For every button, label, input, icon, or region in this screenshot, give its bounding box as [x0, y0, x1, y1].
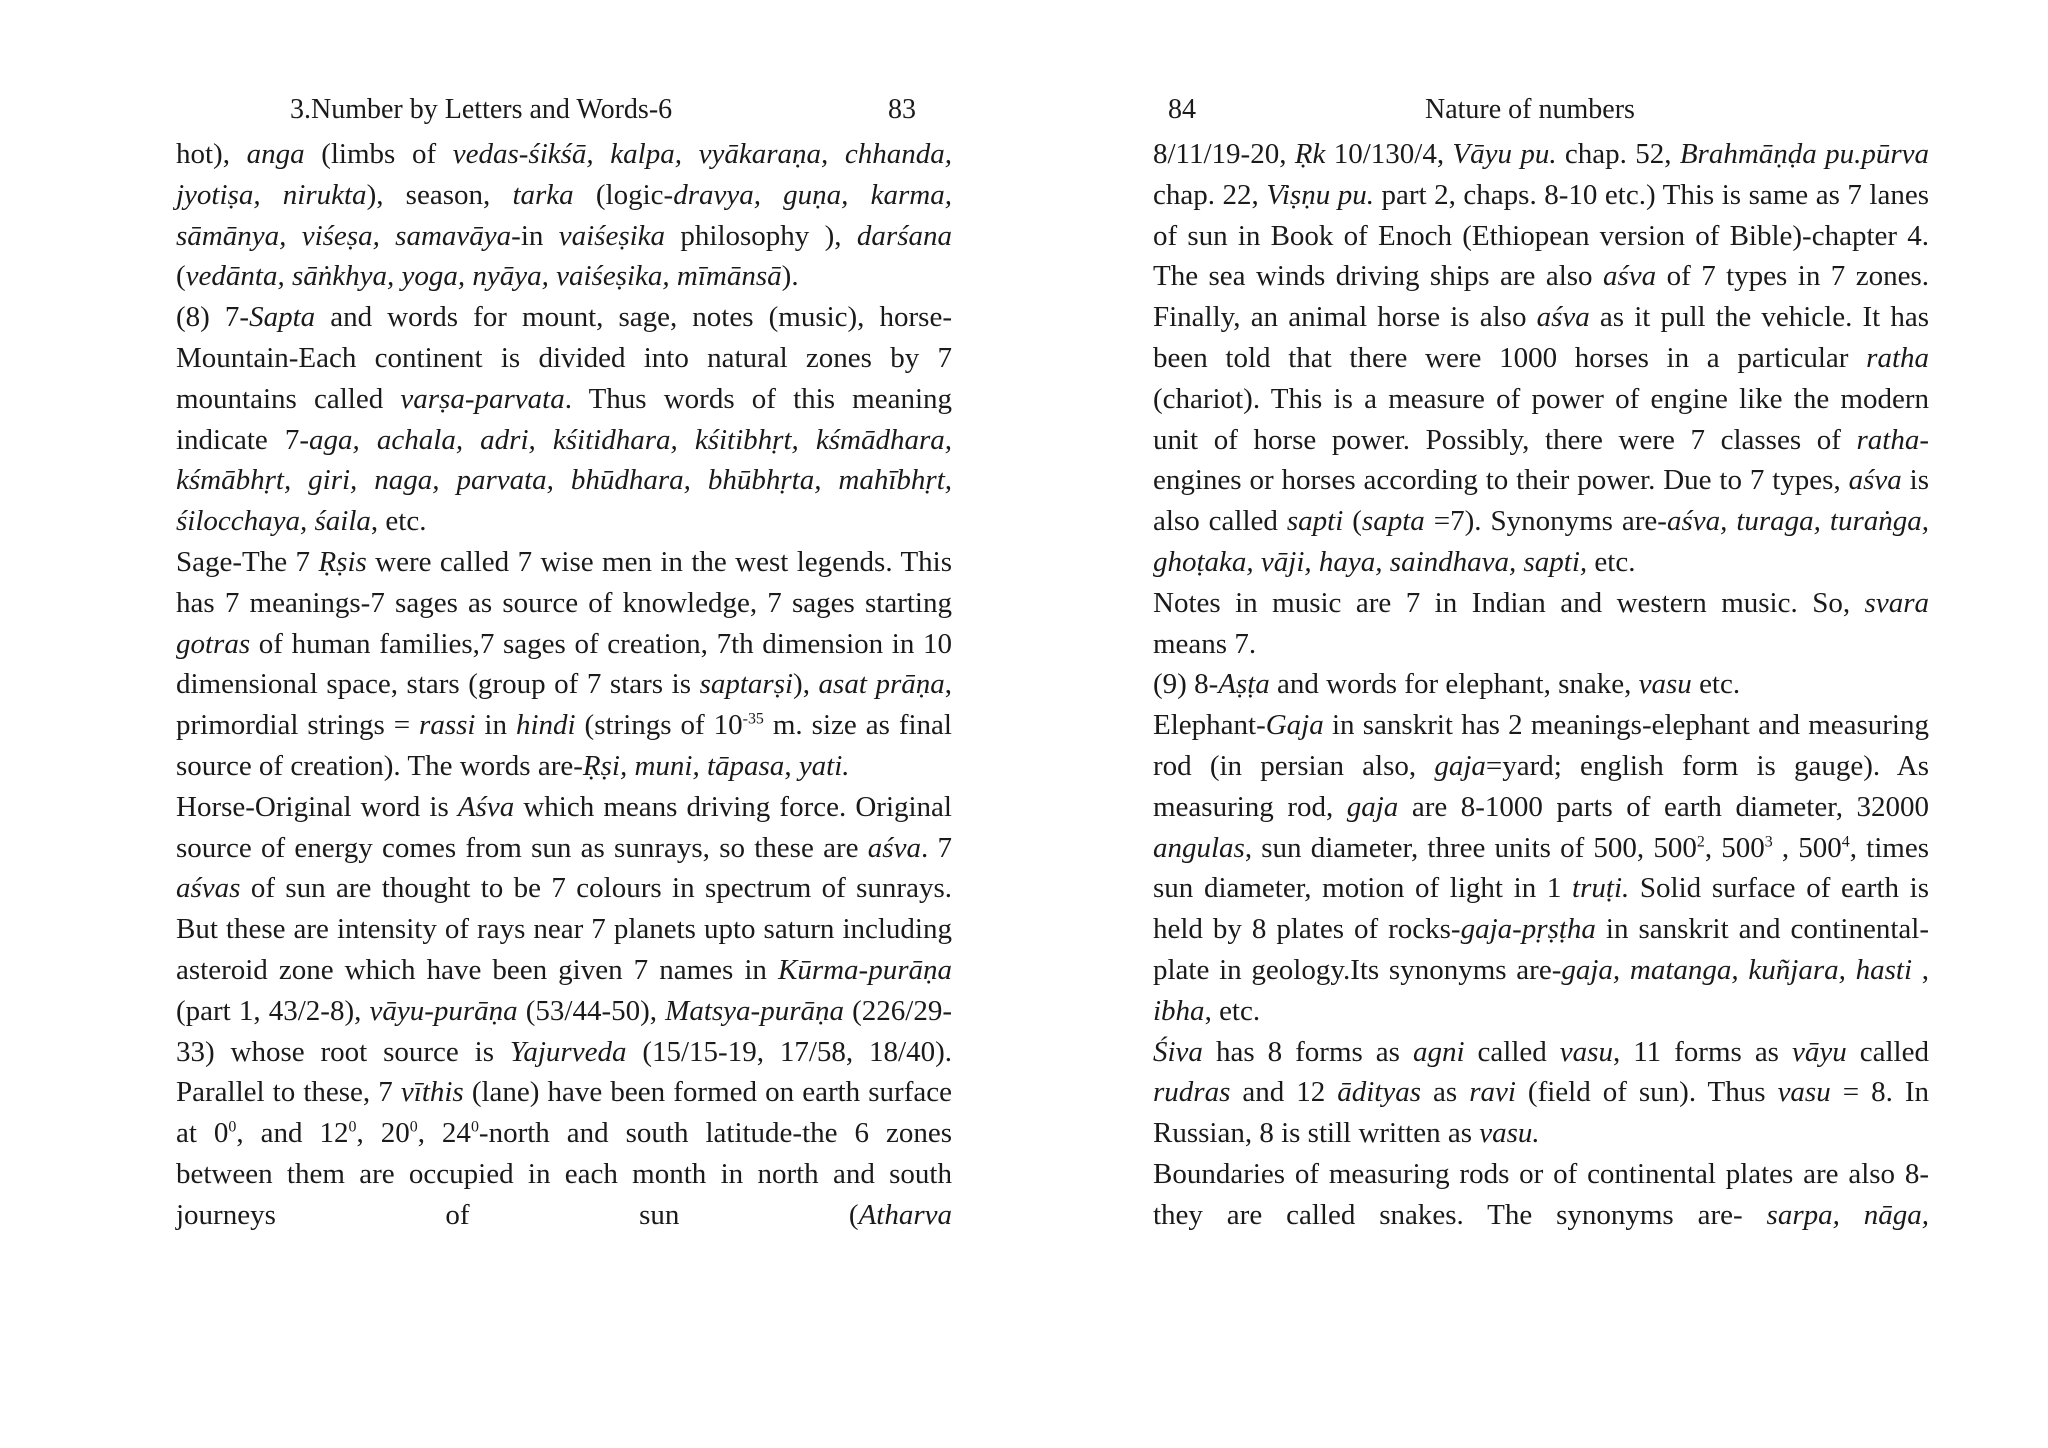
text-run: in sanskrit has 2 meanings-elephant and measuring rod (in persian also, — [1153, 709, 1929, 782]
right-page — [1153, 88, 1929, 1236]
italic-term: vedānta, sāṅkhya, yoga, nyāya, vaiśeṣika, mīmānsā — [185, 260, 782, 293]
italic-term: Śiva — [1153, 1035, 1203, 1068]
page-number: 84 — [1168, 94, 1196, 125]
italic-term: Sapta — [249, 301, 316, 334]
italic-term: vīthis — [400, 1076, 464, 1109]
italic-term: varṣa-parvata — [400, 382, 565, 415]
italic-term: yati. — [798, 749, 850, 782]
superscript: 2 — [1696, 832, 1705, 850]
text-run: philosophy ), — [665, 219, 857, 252]
text-run: ). — [781, 260, 799, 293]
text-run: (226/29-33) whose root source is — [176, 994, 952, 1068]
superscript: -35 — [742, 710, 764, 728]
text-run: , — [1912, 953, 1930, 986]
italic-term: vasu. — [1479, 1117, 1540, 1150]
text-run: called — [1846, 1035, 1929, 1068]
text-run: (9) 8- — [1153, 668, 1219, 701]
italic-term: Ṛk — [1294, 138, 1326, 170]
italic-term: Viṣṇu pu. — [1266, 178, 1374, 211]
text-run: (limbs of — [304, 138, 453, 170]
paragraph — [176, 787, 952, 1236]
italic-term: vāyu — [1791, 1035, 1847, 1068]
italic-term: vasu — [1777, 1076, 1831, 1109]
text-run: were called 7 wise men in the west legends. This has 7 meanings-7 sages as source of knowledge, 7 sages starting — [176, 545, 953, 619]
italic-term: aśva, turaga, turaṅga, ghoṭaka, vāji, haya, saindhava, sapti, — [1153, 505, 1929, 578]
italic-term: ratha — [1866, 341, 1929, 374]
paragraph — [176, 542, 952, 787]
superscript: 3 — [1764, 832, 1773, 850]
text-run: , times sun diameter, motion of light in 1 — [1153, 831, 1930, 905]
italic-term: Gaja — [1265, 709, 1324, 742]
italic-term: gotras — [176, 627, 251, 660]
superscript: 0 — [409, 1118, 418, 1136]
left-page-header — [176, 88, 952, 134]
text-run: part 2, chaps. 8-10 etc.) This is same as 7 lanes of sun in Book of Enoch (Ethiopean version of Bible)-chapter 4. The sea winds driving ships are also — [1153, 178, 1930, 293]
text-run: (chariot). This is a measure of power of engine like the modern unit of horse power. Possibly, there were 7 classes of — [1153, 382, 1929, 456]
text-run: . 7 — [920, 831, 952, 864]
italic-term: sarpa, nāga, — [1766, 1198, 1929, 1231]
text-run: , sun diameter, three units of 500, 500 — [1244, 831, 1697, 864]
italic-term: sapti — [1286, 505, 1344, 538]
italic-term: vaiśeṣika — [558, 219, 666, 252]
text-run: , etc. — [1204, 994, 1261, 1027]
text-run: -engines or horses according to their power. Due to 7 types, — [1153, 423, 1929, 497]
paragraph — [176, 134, 952, 297]
italic-term: truṭi. — [1572, 872, 1630, 905]
italic-term: angulas — [1153, 831, 1245, 864]
italic-term: rassi — [419, 709, 476, 742]
text-run: of 7 types in 7 zones. Finally, an animal horse is also — [1153, 260, 1929, 334]
text-run: hot), — [176, 138, 247, 170]
text-run: of sun are thought to be 7 colours in spectrum of sunrays. But these are intensity of rays near 7 planets upto saturn including asteroid zone which have been given 7 names in — [176, 872, 952, 986]
text-run: -in — [511, 219, 559, 252]
italic-term: aśvas — [176, 872, 241, 905]
text-run: in — [475, 709, 516, 742]
italic-term: Atharva — [858, 1198, 952, 1231]
italic-term: vedas-śikśā, kalpa, vyākaraṇa, chhanda, jyotiṣa, nirukta — [176, 138, 952, 211]
text-run: , 500 — [1704, 831, 1765, 864]
text-run: (part 1, 43/2-8), — [176, 994, 370, 1027]
paragraph — [1153, 705, 1929, 1031]
text-run: and words for mount, sage, notes (music), horse-Mountain-Each continent is divided into natural zones by 7 mountains called — [176, 301, 952, 415]
text-run: (15/15-19, 17/58, 18/40). Parallel to these, 7 — [176, 1035, 952, 1109]
text-run: Notes in music are 7 in Indian and western music. So, — [1153, 586, 1865, 619]
italic-term: aśva — [867, 831, 921, 864]
italic-term: saptarṣi — [699, 668, 794, 701]
text-run: means 7. — [1153, 627, 1257, 660]
text-run: in sanskrit and continental-plate in geology.Its synonyms are- — [1153, 913, 1929, 986]
italic-term: Brahmāṇḍa pu.pūrva — [1679, 138, 1929, 170]
italic-term: Kūrma-purāṇa — [777, 953, 952, 986]
italic-term: Vāyu pu. — [1452, 138, 1557, 170]
text-run: is also called — [1153, 464, 1929, 538]
running-title: Nature of numbers — [1425, 94, 1635, 125]
italic-term: ibha — [1153, 994, 1205, 1027]
text-run: Boundaries of measuring rods or of continental plates are also 8- they are called snakes. The synonyms are- — [1153, 1157, 1929, 1231]
text-run: , 24 — [417, 1117, 471, 1150]
italic-term: gaja-pṛṣṭha — [1460, 913, 1596, 946]
text-run: Horse-Original word is — [176, 790, 458, 823]
italic-term: gaja, matanga, kuñjara, hasti — [1561, 953, 1913, 986]
italic-term: aśva — [1848, 464, 1902, 497]
italic-term: anga — [246, 138, 305, 170]
text-run: are 8-1000 parts of earth diameter, 32000 — [1398, 790, 1929, 823]
running-title: 3.Number by Letters and Words-6 — [290, 94, 673, 125]
text-run: (strings of 10 — [575, 709, 743, 742]
text-run: m. size as final source of creation). The words are- — [176, 709, 952, 782]
text-run: called — [1464, 1035, 1560, 1068]
italic-term: Aśva — [457, 790, 515, 823]
text-run: (logic- — [573, 178, 674, 211]
text-run: etc. — [1691, 668, 1741, 701]
italic-term: aśva — [1536, 301, 1590, 334]
text-run: -north and south latitude-the 6 zones between them are occupied in each month in north and south journeys of sun ( — [176, 1117, 953, 1231]
italic-term: tarka — [512, 178, 574, 211]
paragraph — [1153, 134, 1929, 583]
text-run: =yard; english form is gauge). As measuring rod, — [1153, 749, 1929, 823]
right-page-body — [1153, 134, 1929, 1236]
superscript: 0 — [228, 1118, 237, 1136]
italic-term: ravi — [1469, 1076, 1516, 1109]
italic-term: vāyu-purāṇa — [369, 994, 518, 1027]
italic-term: vasu — [1559, 1035, 1613, 1068]
italic-term: aga, achala, adri, kśitidhara, kśitibhṛt, kśmādhara, kśmābhṛt, giri, naga, parvata, bhūdhara, bhūbhṛta, mahībhṛt, śilocchaya, śaila — [176, 423, 952, 538]
text-run: ), season, — [366, 178, 513, 211]
text-run: , 11 forms as — [1612, 1035, 1792, 1068]
text-run: of human families,7 sages of creation, 7th dimension in 10 dimensional space, stars (group of 7 stars is — [176, 627, 952, 701]
text-run: as it pull the vehicle. It has been told that there were 1000 horses in a particular — [1153, 301, 1929, 374]
italic-term: Matsya-purāṇa — [665, 994, 844, 1027]
right-page-header — [1153, 88, 1929, 134]
text-run: , etc. — [370, 505, 427, 538]
italic-term: ādityas — [1337, 1076, 1422, 1109]
left-page-body — [176, 134, 952, 1236]
text-run: , — [784, 749, 799, 782]
italic-term: vasu — [1638, 668, 1692, 701]
text-run: 8/11/19-20, — [1153, 138, 1295, 170]
italic-term: agni — [1412, 1035, 1465, 1068]
text-run: and words for elephant, snake, — [1269, 668, 1639, 701]
paragraph — [176, 297, 952, 542]
paragraph — [1153, 664, 1929, 705]
paragraph — [1153, 1032, 1929, 1154]
text-run: , 500 — [1772, 831, 1842, 864]
italic-term: gaja — [1434, 749, 1486, 782]
italic-term: dravya, guṇa, karma, sāmānya, viśeṣa, samavāya — [176, 178, 952, 252]
text-run: ( — [176, 260, 186, 293]
text-run: Solid surface of earth is held by 8 plates of rocks- — [1153, 872, 1930, 946]
text-run: (field of sun). Thus — [1515, 1076, 1778, 1109]
text-run: , 20 — [356, 1117, 410, 1150]
italic-term: darśana — [856, 219, 952, 252]
italic-term: svara — [1864, 586, 1929, 619]
italic-term: Yajurveda — [509, 1035, 627, 1068]
text-run: has 8 forms as — [1202, 1035, 1413, 1068]
paragraph — [1153, 1154, 1929, 1236]
italic-term: Ṛṣi, muni, tāpasa — [582, 749, 785, 782]
italic-term: ratha — [1856, 423, 1920, 456]
text-run: (lane) have been formed on earth surface at 0 — [176, 1076, 952, 1150]
text-run: . Thus words of this meaning indicate 7- — [176, 382, 952, 456]
text-run: (53/44-50), — [517, 994, 666, 1027]
text-run: etc. — [1587, 545, 1636, 578]
superscript: 0 — [348, 1118, 357, 1136]
text-run: and 12 — [1230, 1076, 1338, 1109]
text-run: ( — [1343, 505, 1362, 538]
text-run: 10/130/4, — [1325, 138, 1453, 170]
page-number: 83 — [888, 94, 916, 125]
text-run: ), — [793, 668, 819, 701]
italic-term: gaja — [1346, 790, 1399, 823]
superscript: 0 — [470, 1118, 479, 1136]
text-run: Sage-The 7 — [176, 545, 319, 578]
text-run: , and 12 — [236, 1117, 349, 1150]
text-run: = 8. In Russian, 8 is still written as — [1153, 1076, 1930, 1150]
italic-term: aśva — [1602, 260, 1657, 293]
italic-term: sapta — [1361, 505, 1425, 538]
left-page — [176, 88, 952, 1236]
italic-term: Ṛṣis — [318, 545, 367, 578]
text-run: (8) 7- — [176, 301, 250, 334]
text-run: which means driving force. Original source of energy comes from sun as sunrays, so these are — [176, 790, 952, 864]
italic-term: Aṣṭa — [1218, 668, 1270, 701]
paragraph — [1153, 583, 1929, 665]
text-run: chap. 52, — [1556, 138, 1680, 170]
italic-term: rudras — [1153, 1076, 1231, 1109]
superscript: 4 — [1841, 832, 1850, 850]
text-run: chap. 22, — [1153, 178, 1267, 211]
text-run: Elephant- — [1153, 709, 1266, 742]
italic-term: asat prāṇa — [818, 668, 945, 701]
text-run: , primordial strings = — [176, 668, 952, 742]
text-run: =7). Synonyms are- — [1424, 505, 1667, 538]
text-run: as — [1421, 1076, 1470, 1109]
italic-term: hindi — [515, 709, 576, 742]
